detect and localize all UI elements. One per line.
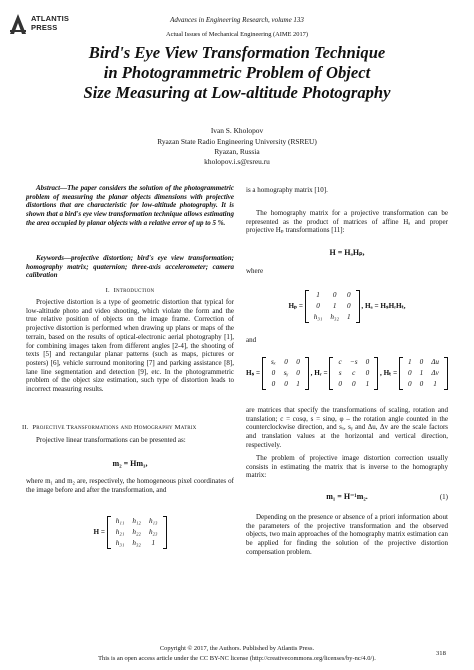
right-para-4 <box>246 454 448 480</box>
hs-label: Hₛ = <box>245 369 261 378</box>
hs-matrix <box>262 357 309 390</box>
matrix-cell: 0 <box>338 380 342 388</box>
abstract-text: The paper considers the solution of the photogrammetric problem of measuring the planar objects dimensions with projective distortions that are characteristic for low-altitude photography. It is shown that a bird's eye view transformation technique allows estimating the area occupied by planar objects with a relative error of up to 5 %. <box>26 184 234 227</box>
right-text-3: are matrices that specify the transformations of scaling, rotation and translation; c = cosφ, s = sinφ, φ – the rotation angle counted in the counterclockwise direction, and sₓ, sᵧ and Δu, Δv are the scale factors and translation values at the horizontal and vertical direction, respectively. <box>246 406 448 449</box>
copyright-line: Copyright © 2017, the Authors. Published by Atlantis Press. <box>159 645 315 652</box>
intro-text: Projective distortion is a type of geometric distortion that typical for low-altitude photo and video shooting, which violate the form and the true relative position of objects on the image frame. Correction of projective distortion is performed when drawing up plans or maps of the terrain, based on the results of optical-electronic aerial photography [1], for combining images taken from different angles [2-4], the shooting of texts [5] and rectangular planar patterns (such as maps, pictures or posters) [6], vehicle surround monitoring [7] and parking assistance [8], lane line segmentation and detection [9], etc. In the photogrammetric problem of the object size estimation, such type of distortion leads to incorrect measuring results. <box>26 298 234 394</box>
matrix-cell: s <box>338 369 342 377</box>
matrix-cell: h₃₁ <box>313 313 323 321</box>
author-affiliation: Ryazan State Radio Engineering University (RSREU) <box>157 137 317 146</box>
matrix-cell: h₃₂ <box>132 539 141 547</box>
section-title: Projective Transformations and Homography Matrix <box>32 424 197 431</box>
matrix-cell: h₂₃ <box>148 528 158 536</box>
where-text: where m₁ and m₂ are, respectively, the homogeneous pixel coordinates of the image before and after the transformation, and <box>26 477 234 494</box>
page-number: 318 <box>436 650 446 657</box>
matrix-cell: 0 <box>316 302 320 310</box>
ht-matrix <box>399 357 448 390</box>
matrix-cell: 0 <box>271 369 276 377</box>
h-label: H = <box>93 528 105 537</box>
matrix-cell: 0 <box>296 369 300 377</box>
keywords-label: Keywords— <box>36 254 71 262</box>
matrix-cell: 0 <box>346 291 351 299</box>
matrix-cell: 1 <box>151 539 156 547</box>
hp-label: Hₚ = <box>288 302 303 311</box>
right-para-1: is a homography matrix [10]. <box>246 186 328 194</box>
ht-label: , Hₜ = <box>380 369 398 378</box>
h-matrix <box>107 516 167 549</box>
hp-matrix-equation <box>246 290 448 323</box>
matrix-cell: c <box>338 358 342 366</box>
matrix-cell: 1 <box>332 302 337 310</box>
ha-definition: , Hₐ = HₛHᵣHₜ, <box>361 302 406 311</box>
section-heading-intro <box>26 287 234 294</box>
matrix-cell: 0 <box>284 358 288 366</box>
logo-line2: PRESS <box>31 23 58 32</box>
matrix-cell: 1 <box>346 313 351 321</box>
s2-paragraph <box>26 436 234 445</box>
title-line: Size Measuring at Low-altitude Photography <box>83 83 391 102</box>
where-label: where <box>246 267 264 275</box>
equation-m2: m₂ = Hm₁, <box>112 459 148 468</box>
keywords <box>26 254 234 280</box>
matrix-cell: 1 <box>296 380 300 388</box>
equation-number: (1) <box>439 493 448 501</box>
matrix-cell: Δu <box>431 358 439 366</box>
author-city: Ryazan, Russia <box>214 147 260 156</box>
section-title: Introduction <box>113 287 155 294</box>
title-line: Bird's Eye View Transformation Technique <box>88 43 386 62</box>
author-name: Ivan S. Kholopov <box>210 126 264 135</box>
matrix-cell: sᵧ <box>283 369 289 377</box>
keywords-text: projective distortion; bird's eye view transformation; homography matrix; quaternion; three-axis accelerometer; camera calibration <box>26 254 234 280</box>
matrix-cell: h₁₃ <box>148 517 158 525</box>
matrix-cell: sₓ <box>270 358 276 366</box>
matrix-cell: 0 <box>351 380 356 388</box>
hr-label: , Hᵣ = <box>310 369 328 378</box>
matrix-cell: 0 <box>408 369 412 377</box>
where-paragraph <box>26 477 234 494</box>
and-label: and <box>246 336 257 344</box>
matrix-cell: h₃₂ <box>330 313 339 321</box>
section-number: I. <box>105 287 110 294</box>
journal-header: Advances in Engineering Research, volume 133 <box>170 16 304 24</box>
license-line: This is an open access article under the CC BY-NC license (http://creativecommons.org/licenses/by-nc/4.0/). <box>98 655 376 662</box>
right-para-3 <box>246 406 448 450</box>
matrix-cell: 1 <box>433 380 437 388</box>
matrix-cell: h₃₁ <box>115 539 125 547</box>
matrix-cell: 0 <box>296 358 300 366</box>
matrix-cell: 1 <box>316 291 320 299</box>
section-number: II. <box>22 424 29 431</box>
right-text-4: The problem of projective image distortion correction usually consists in estimating the matrix that is inverse to the homography matrix: <box>246 454 448 480</box>
right-para-2 <box>246 209 448 235</box>
intro-paragraph <box>26 298 234 394</box>
matrix-cell: 0 <box>271 380 276 388</box>
right-para-5 <box>246 513 448 557</box>
section-heading-2 <box>22 424 238 431</box>
matrix-cell: 1 <box>419 369 424 377</box>
matrix-cell: 0 <box>332 291 337 299</box>
equation-1: m₁ = H⁻¹m₂. <box>326 492 368 501</box>
matrix-cell: 0 <box>346 302 351 310</box>
shr-matrices-equation <box>240 357 454 390</box>
h-matrix-equation <box>26 516 234 549</box>
matrix-cell: Δv <box>431 369 439 377</box>
hp-matrix <box>305 290 360 323</box>
matrix-cell: 0 <box>419 358 424 366</box>
matrix-cell: 0 <box>419 380 424 388</box>
logo-line1: ATLANTIS <box>31 14 70 23</box>
paper-title <box>20 43 454 103</box>
equation-h: H = HₐHₚ, <box>329 248 365 257</box>
matrix-cell: h₁₁ <box>115 517 125 525</box>
author-email: kholopov.i.s@rsreu.ru <box>204 157 270 166</box>
matrix-cell: 0 <box>408 380 412 388</box>
matrix-cell: 1 <box>365 380 370 388</box>
hr-matrix <box>329 357 378 390</box>
abstract-label: Abstract— <box>36 184 68 192</box>
matrix-cell: h₁₂ <box>132 517 141 525</box>
matrix-cell: 0 <box>365 358 370 366</box>
matrix-cell: h₂₂ <box>132 528 141 536</box>
matrix-cell: c <box>352 369 356 377</box>
right-text-5: Depending on the presence or absence of a priori information about the parameters of the projective transformation and the observed objects, two main approaches of the homography matrix estimation can be applied for finding the solution of the projective distortion compensation problem. <box>246 513 448 556</box>
matrix-cell: 1 <box>408 358 412 366</box>
matrix-cell: 0 <box>284 380 288 388</box>
matrix-cell: 0 <box>365 369 370 377</box>
conference-header: Actual Issues of Mechanical Engineering (AIME 2017) <box>166 31 308 38</box>
s2-text: Projective linear transformations can be presented as: <box>36 436 186 444</box>
matrix-cell: −s <box>349 358 358 366</box>
matrix-cell: h₂₁ <box>115 528 125 536</box>
right-text-2: The homography matrix for a projective transformation can be represented as the product of matrices of affine Hₐ and proper projective Hₚ transformations [11]: <box>246 209 448 235</box>
title-line: in Photogrammetric Problem of Object <box>103 63 371 82</box>
abstract <box>26 184 234 228</box>
